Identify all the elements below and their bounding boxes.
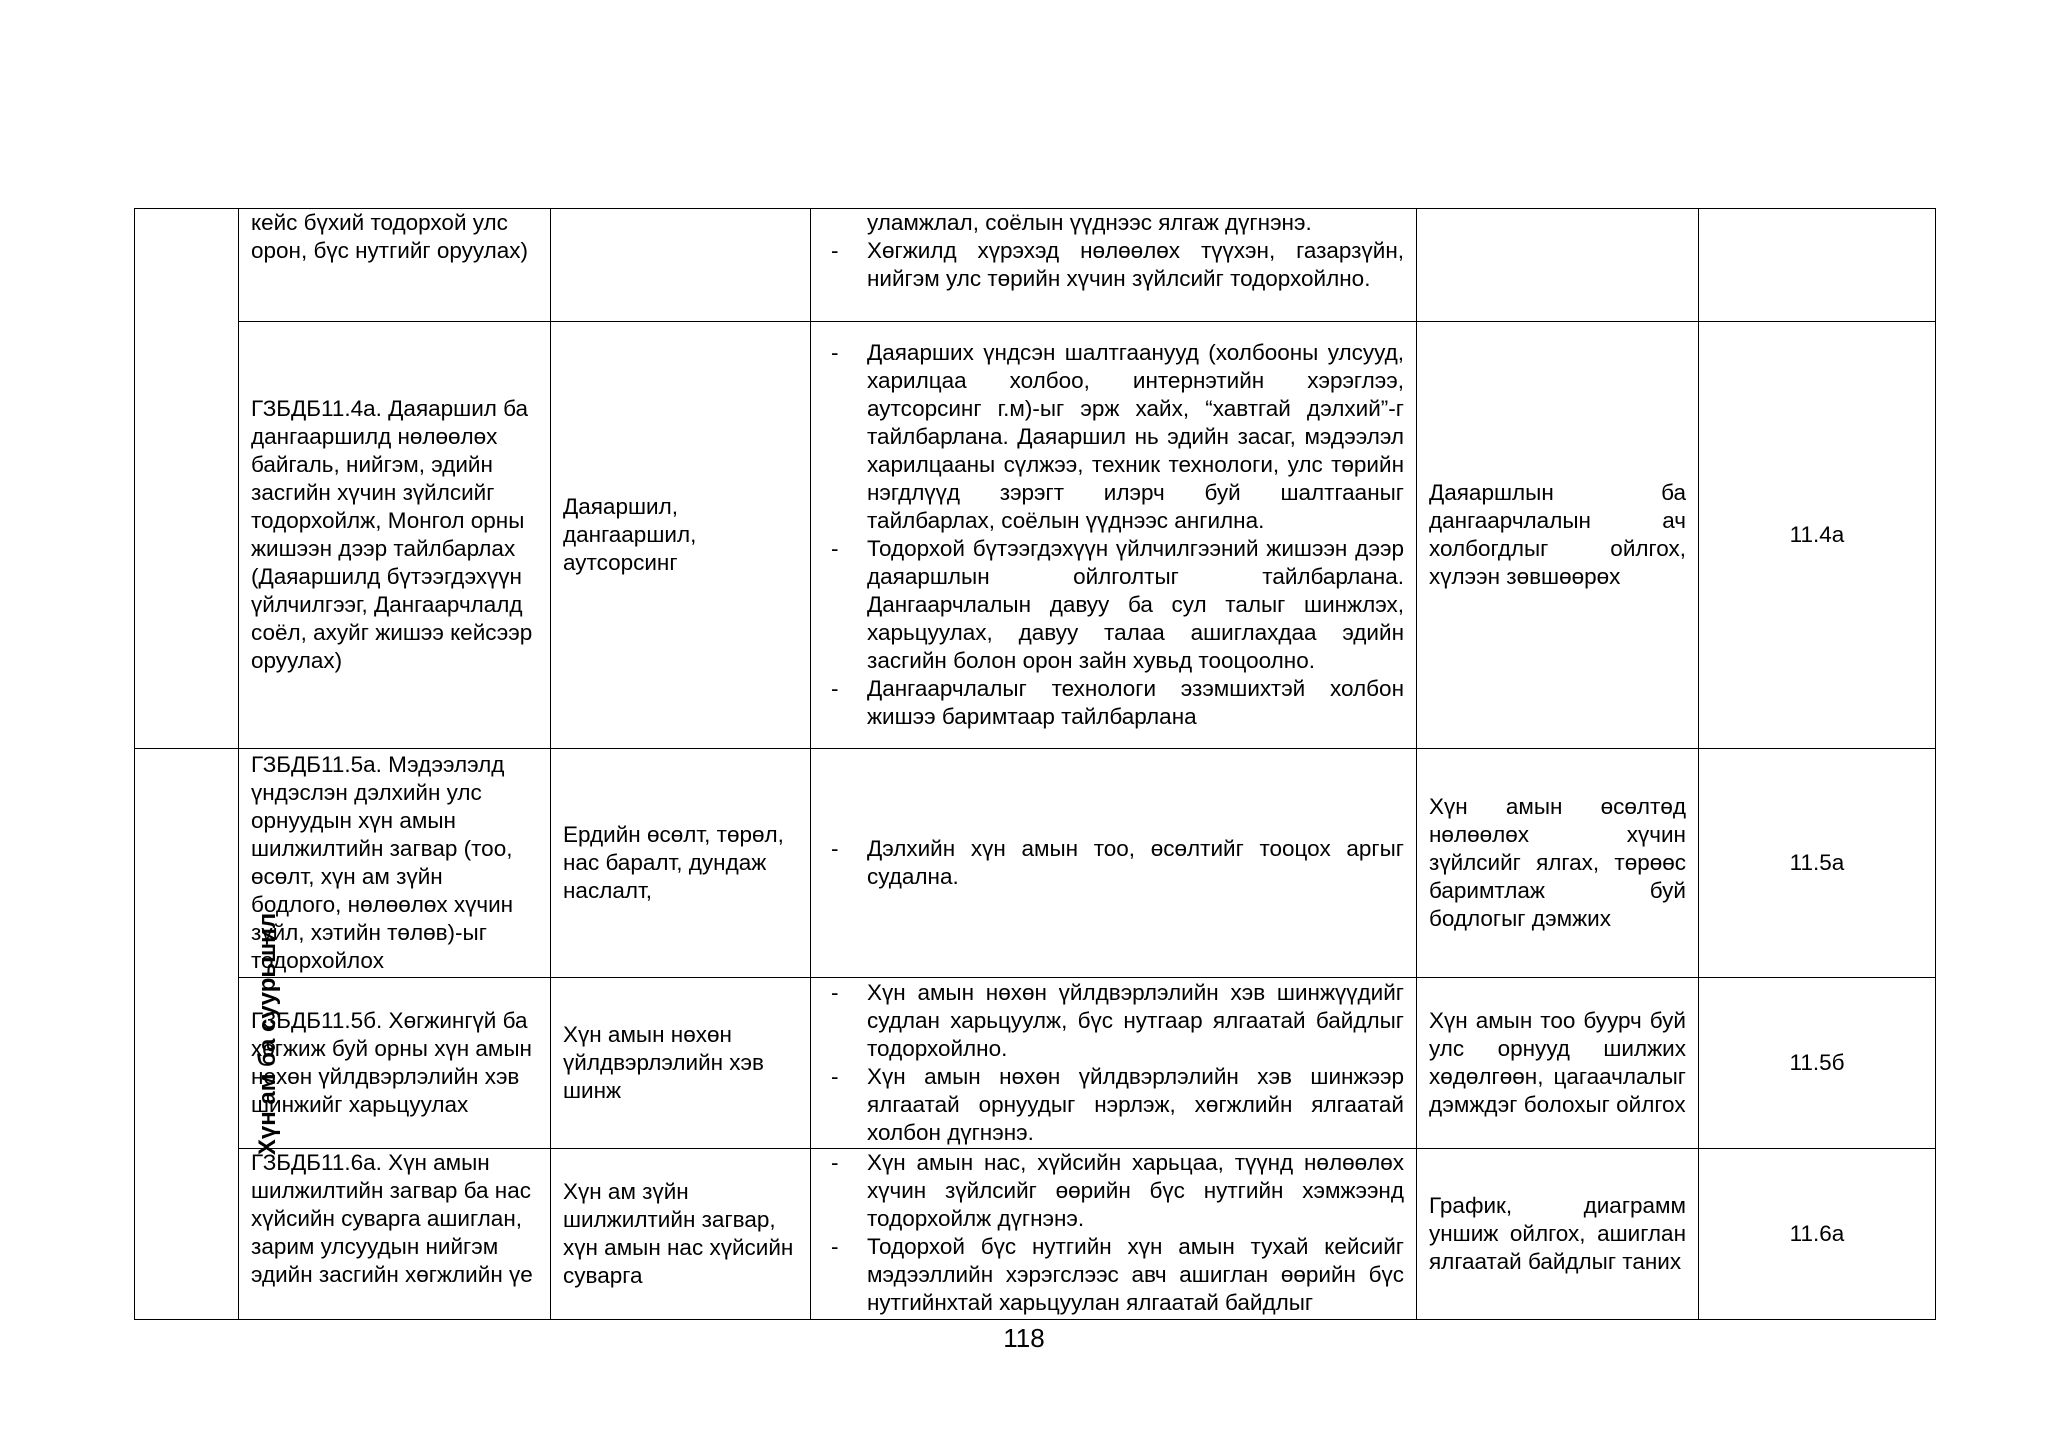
value-cell: Даяаршлын ба дангаарчлалын ач холбогдлыг ойлгох, хүлээн зөвшөөрөх <box>1417 322 1699 749</box>
list-item: - Тодорхой бүс нутгийн хүн амын тухай кейсийг мэдээллийн хэрэгслээс авч ашиглан өөрийн бүс нутгийнхтай харьцуулан ялгаатай байдлыг <box>823 1233 1404 1317</box>
content-cell <box>811 978 1417 1149</box>
code-cell: 11.4а <box>1699 322 1936 749</box>
content-cell <box>811 209 1417 322</box>
content-list <box>823 1149 1404 1317</box>
list-item: - Хүн амын нас, хүйсийн харьцаа, түүнд нөлөөлөх хүчин зүйлсийг өөрийн бүс нутгийн хэмжээнд тодорхойлж дүгнэнэ. <box>823 1149 1404 1233</box>
list-item: - Хүн амын нөхөн үйлдвэрлэлийн хэв шинжээр ялгаатай орнуудыг нэрлэж, хөгжлийн ялгаатай холбон дүгнэнэ. <box>823 1063 1404 1147</box>
objective-cell: кейс бүхий тодорхой улс орон, бүс нутгийг оруулах) <box>239 209 551 322</box>
list-item: - Хүн амын нөхөн үйлдвэрлэлийн хэв шинжүүдийг судлан харьцуулж, бүс нутгаар ялгаатай байдлыг тодорхойлно. <box>823 979 1404 1063</box>
section-cell <box>135 209 239 749</box>
section-cell <box>135 749 282 1320</box>
list-item: - Дангаарчлалыг технологи эзэмшихтэй холбон жишээ баримтаар тайлбарлана <box>823 675 1404 731</box>
page-number: 118 <box>1003 1323 1045 1353</box>
table-row <box>135 209 1936 322</box>
objective-cell: ГЗБДБ11.6а. Хүн амын шилжилтийн загвар ба нас хүйсийн суварга ашиглан, зарим улсуудын нийгэм эдийн засгийн хөгжлийн үе <box>239 1149 551 1320</box>
code-cell: 11.5б <box>1699 978 1936 1149</box>
concepts-cell <box>551 209 811 322</box>
table-row <box>135 978 1936 1149</box>
code-cell: 11.6а <box>1699 1149 1936 1320</box>
section-label: Хүн ам ба суурьшил <box>254 912 282 1156</box>
table-row <box>135 1149 1936 1320</box>
list-item: уламжлал, соёлын үүднээс ялгаж дүгнэнэ. <box>867 210 1312 235</box>
content-cell <box>811 322 1417 749</box>
value-cell: Хүн амын өсөлтөд нөлөөлөх хүчин зүйлсийг ялгах, төрөөс баримтлаж буй бодлогыг дэмжих <box>1417 749 1699 978</box>
content-list <box>823 209 1404 293</box>
code-cell <box>1699 209 1936 322</box>
content-list <box>823 339 1404 731</box>
objective-cell: ГЗБДБ11.5б. Хөгжингүй ба хөгжиж буй орны хүн амын нөхөн үйлдвэрлэлийн хэв шинжийг харьцуулах <box>239 978 551 1149</box>
concepts-cell: Ердийн өсөлт, төрөл, нас баралт, дундаж наслалт, <box>551 749 811 978</box>
curriculum-table <box>134 208 1936 1320</box>
list-item: - Даяарших үндсэн шалтгаанууд (холбооны улсууд, харилцаа холбоо, интернэтийн хэрэглээ, аутсорсинг г.м)-ыг эрж хайх, “хавтгай дэлхий”-г тайлбарлана. Даяаршил нь эдийн засаг, мэдээлэл харилцааны сүлжээ, техник технологи, улс төрийн нэгдлүүд зэрэгт илэрч буй шалтгааныг тайлбарлах, соёлын үүднээс ангилна. <box>823 339 1404 535</box>
value-cell: Хүн амын тоо буурч буй улс орнууд шилжих хөдөлгөөн, цагаачлалыг дэмждэг болохыг ойлгох <box>1417 978 1699 1149</box>
objective-cell: ГЗБДБ11.5а. Мэдээлэлд үндэслэн дэлхийн улс орнуудын хүн амын шилжилтийн загвар (тоо, өсөлт, хүн ам зүйн бодлого, нөлөөлөх хүчин зүйл, хэтийн төлөв)-ыг тодорхойлох <box>239 749 551 978</box>
concepts-cell: Хүн амын нөхөн үйлдвэрлэлийн хэв шинж <box>551 978 811 1149</box>
table-row <box>135 749 1936 978</box>
concepts-cell: Хүн ам зүйн шилжилтийн загвар, хүн амын нас хүйсийн суварга <box>551 1149 811 1320</box>
list-item: - Хөгжилд хүрэхэд нөлөөлөх түүхэн, газарзүйн, нийгэм улс төрийн хүчин зүйлсийг тодорхойлно. <box>823 237 1404 293</box>
table-row <box>135 322 1936 749</box>
list-item: - Дэлхийн хүн амын тоо, өсөлтийг тооцох аргыг судална. <box>823 835 1404 891</box>
concepts-cell: Даяаршил, дангааршил, аутсорсинг <box>551 322 811 749</box>
content-list <box>823 979 1404 1147</box>
objective-cell: ГЗБДБ11.4а. Даяаршил ба дангааршилд нөлөөлөх байгаль, нийгэм, эдийн засгийн хүчин зүйлсийг тодорхойлж, Монгол орны жишээн дээр тайлбарлах (Даяаршилд бүтээгдэхүүн үйлчилгээг, Дангаарчлалд соёл, ахуйг жишээ кейсээр оруулах) <box>239 322 551 749</box>
content-cell <box>811 1149 1417 1320</box>
content-cell <box>811 749 1417 978</box>
value-cell: График, диаграмм уншиж ойлгох, ашиглан ялгаатай байдлыг таних <box>1417 1149 1699 1320</box>
list-item: - Тодорхой бүтээгдэхүүн үйлчилгээний жишээн дээр даяаршлын ойлголтыг тайлбарлана. Дангаарчлалын давуу ба сул талыг шинжлэх, харьцуулах, давуу талаа ашиглахдаа эдийн засгийн болон орон зайн хувьд тооцоолно. <box>823 535 1404 675</box>
value-cell <box>1417 209 1699 322</box>
content-list <box>823 835 1404 891</box>
code-cell: 11.5а <box>1699 749 1936 978</box>
